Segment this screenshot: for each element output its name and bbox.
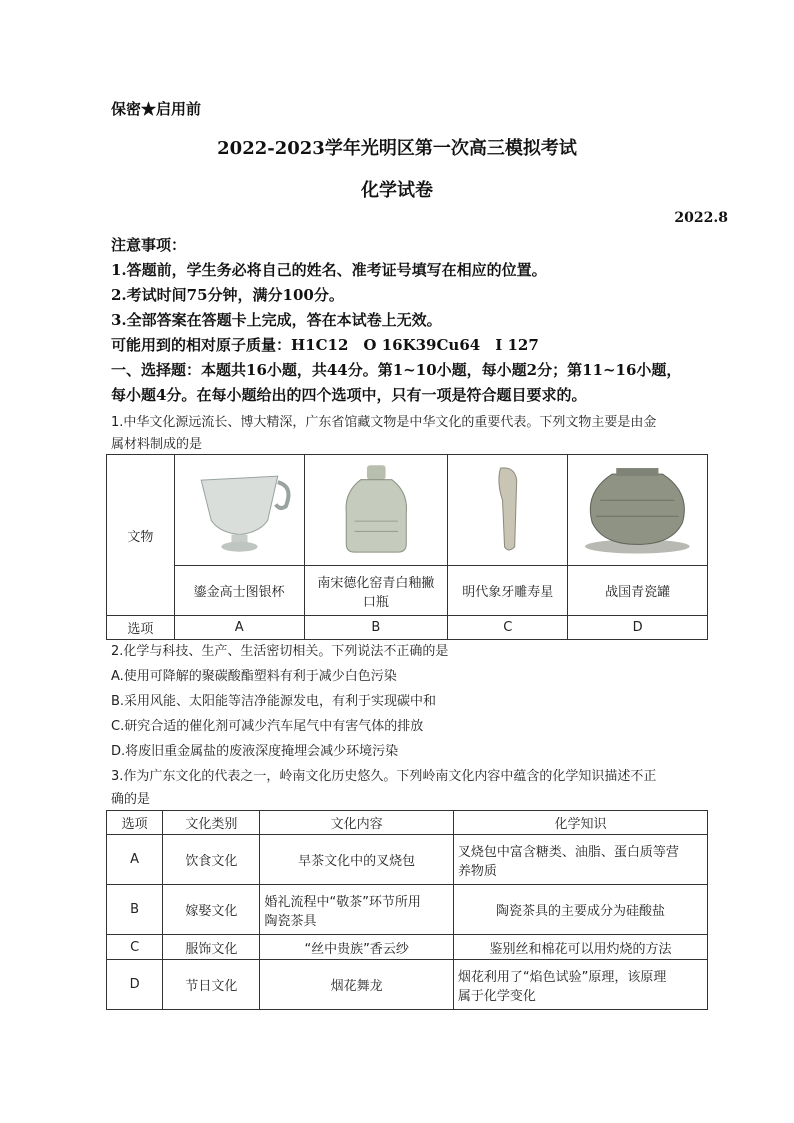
row-label-option: 选项 (107, 616, 175, 640)
porcelain-bottle-image (309, 459, 444, 557)
table-row: D 节日文化 烟花舞龙 烟花利用了“焰色试验”原理，该原理 属于化学变化 (107, 960, 708, 1010)
header-knowledge: 化学知识 (453, 811, 707, 835)
q3-stem: 确的是 (111, 792, 151, 807)
option-letter-c: C (448, 616, 568, 640)
option-letter-a: A (174, 616, 304, 640)
artifact-image-b (304, 455, 448, 566)
silver-cup-image (179, 460, 300, 556)
ivory-figure-image (452, 460, 563, 556)
header-content: 文化内容 (260, 811, 453, 835)
q2-option: A.使用可降解的聚碳酸酯塑料有利于减少白色污染 (111, 669, 397, 684)
section-instructions: 一、选择题：本题共16小题，共44分。第1~10小题，每小题2分；第11~16小题， (111, 361, 682, 379)
table-row: C 服饰文化 “丝中贵族”香云纱 鉴别丝和棉花可以用灼烧的方法 (107, 935, 708, 960)
exam-subtitle: 化学试卷 (361, 180, 433, 201)
artifact-name-a: 鎏金高士图银杯 (174, 566, 304, 616)
q3-stem: 3.作为广东文化的代表之一，岭南文化历史悠久。下列岭南文化内容中蕴含的化学知识描述不正 (111, 769, 657, 784)
celadon-jar-image (572, 460, 703, 555)
q2-stem: 2.化学与科技、生产、生活密切相关。下列说法不正确的是 (111, 644, 449, 659)
table-row: A 饮食文化 早茶文化中的叉烧包 叉烧包中富含糖类、油脂、蛋白质等营 养物质 (107, 835, 708, 885)
section-instructions: 每小题4分。在每小题给出的四个选项中，只有一项是符合题目要求的。 (111, 386, 587, 404)
q3-culture-table (106, 810, 708, 1010)
header-category: 文化类别 (163, 811, 260, 835)
q2-option: D.将废旧重金属盐的废液深度掩埋会减少环境污染 (111, 744, 399, 759)
q1-artifact-table (106, 454, 708, 640)
q2-option: B.采用风能、太阳能等洁净能源发电，有利于实现碳中和 (111, 694, 437, 709)
table-row: B 嫁娶文化 婚礼流程中“敬茶”环节所用 陶瓷茶具 陶瓷茶具的主要成分为硅酸盐 (107, 885, 708, 935)
notice-item: 1.答题前，学生务必将自己的姓名、准考证号填写在相应的位置。 (111, 261, 547, 279)
artifact-image-c (448, 455, 568, 566)
confidential-mark: 保密★启用前 (111, 100, 202, 118)
row-label-artifact: 文物 (107, 455, 175, 616)
option-letter-d: D (568, 616, 708, 640)
artifact-image-a (174, 455, 304, 566)
header-option: 选项 (107, 811, 163, 835)
q2-option: C.研究合适的催化剂可减少汽车尾气中有害气体的排放 (111, 719, 424, 734)
artifact-name-d: 战国青瓷罐 (568, 566, 708, 616)
option-letter-b: B (304, 616, 448, 640)
artifact-name-c: 明代象牙雕寿星 (448, 566, 568, 616)
artifact-name-b: 南宋德化窑青白釉撇 口瓶 (304, 566, 448, 616)
notice-item: 2.考试时间75分钟，满分100分。 (111, 286, 344, 304)
atomic-mass-line: 可能用到的相对原子质量：H1C12 O 16K39Cu64 I 127 (111, 336, 539, 354)
exam-date: 2022.8 (674, 210, 728, 226)
artifact-image-d (568, 455, 708, 566)
notice-item: 3.全部答案在答题卡上完成，答在本试卷上无效。 (111, 311, 442, 329)
exam-title: 2022-2023学年光明区第一次高三模拟考试 (217, 138, 577, 159)
q1-stem: 属材料制成的是 (111, 437, 203, 452)
q1-stem: 1.中华文化源远流长、博大精深，广东省馆藏文物是中华文化的重要代表。下列文物主要是由金 (111, 415, 657, 430)
notice-heading: 注意事项： (111, 236, 187, 254)
